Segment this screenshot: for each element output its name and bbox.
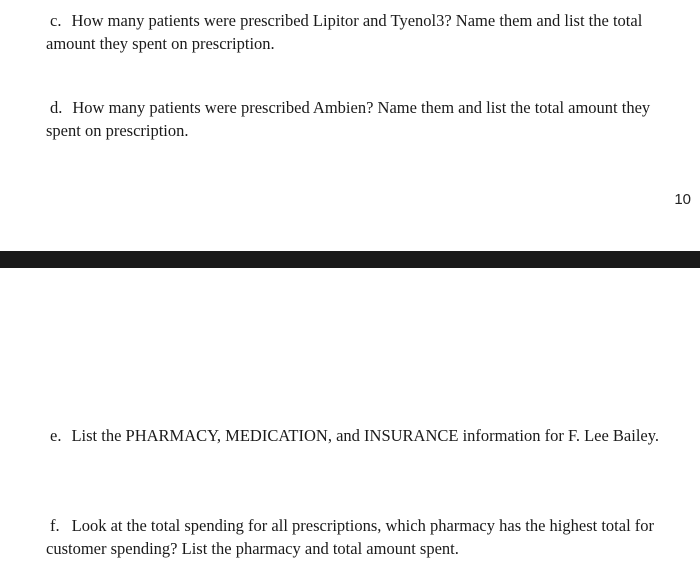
question-f-text: Look at the total spending for all prescriptions, which pharmacy has the highest total for customer spending? List the pharmacy and total amount spent.	[46, 516, 655, 558]
question-e-letter: e.	[50, 426, 62, 445]
page-divider	[0, 251, 700, 268]
question-c	[46, 9, 686, 55]
question-d-letter: d.	[50, 98, 63, 117]
question-d	[46, 96, 686, 142]
question-e	[46, 424, 686, 447]
question-e-text: List the PHARMACY, MEDICATION, and INSURANCE information for F. Lee Bailey.	[71, 426, 660, 445]
question-d-text: How many patients were prescribed Ambien? Name them and list the total amount they spent on prescription.	[46, 98, 651, 140]
question-c-text: How many patients were prescribed Lipitor and Tyenol3? Name them and list the total amount they spent on prescription.	[46, 11, 643, 53]
question-f-letter: f.	[50, 516, 60, 535]
question-c-letter: c.	[50, 11, 62, 30]
page-number: 10	[674, 191, 691, 208]
question-f	[46, 514, 686, 560]
